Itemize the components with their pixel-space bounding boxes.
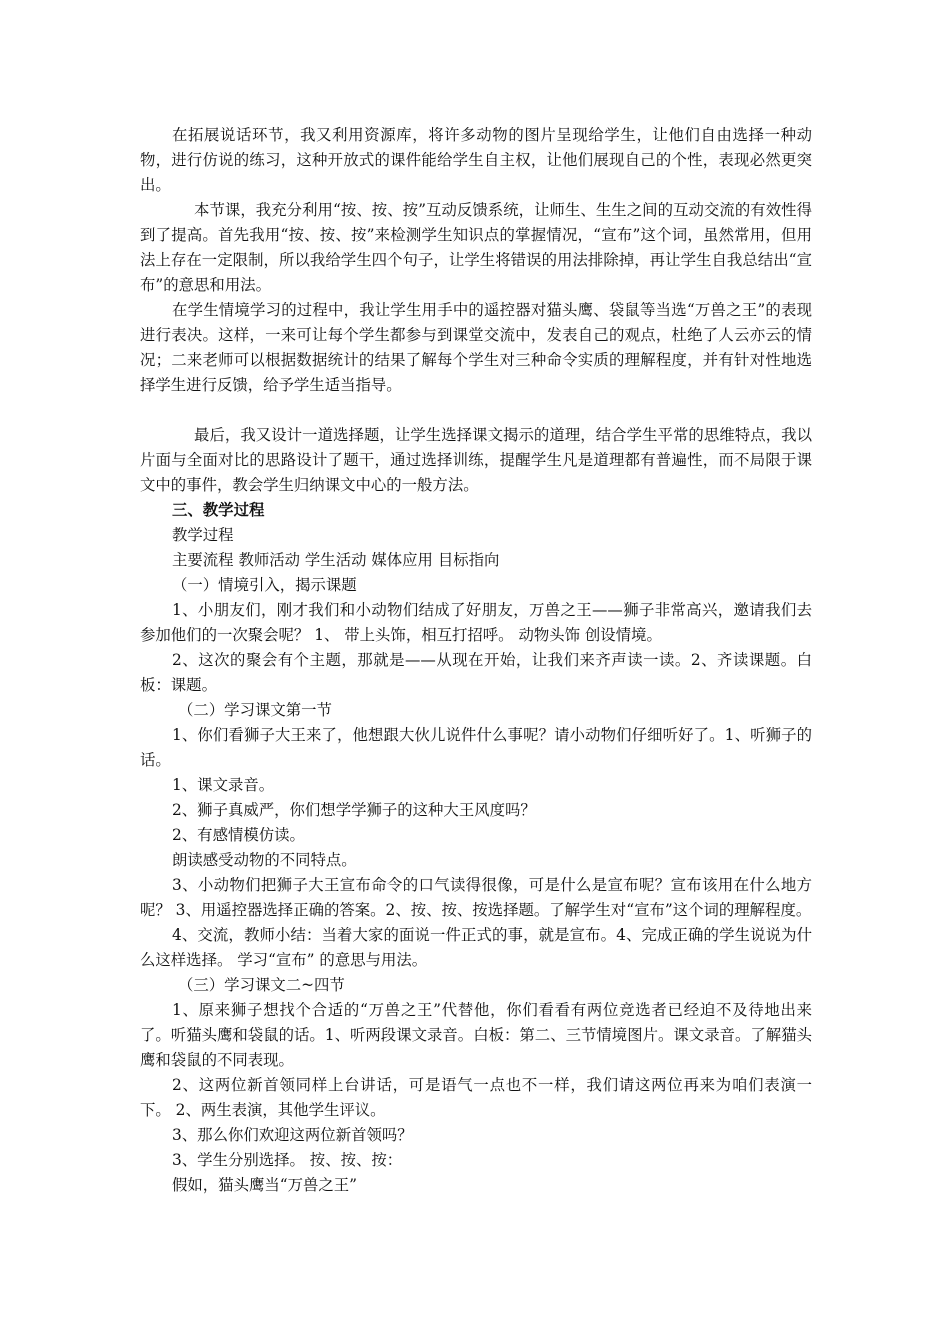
step-text: 3、小动物们把狮子大王宣布命令的口气读得很像，可是什么是宣布呢？宣布该用在什么地方呢？ 3、用遥控器选择正确的答案。2、按、按、按选择题。了解学生对“宣布”这个词的理解程度。 [140,876,812,919]
step-text: 3、学生分别选择。 按、按、按： [172,1151,403,1169]
paragraph-expansion-speaking: 在拓展说话环节，我又利用资源库，将许多动物的图片呈现给学生，让他们自由选择一种动物，进行仿说的练习，这种开放式的课件能给学生自主权，让他们展现自己的个性，表现必然更突出。 [140,126,812,194]
step-text: 2、狮子真威严，你们想学学狮子的这种大王风度吗？ [172,801,536,819]
step-text: 假如，猫头鹰当“万兽之王” [172,1176,358,1194]
step-text: 1、你们看狮子大王来了，他想跟大伙儿说件什么事呢？请小动物们仔细听好了。1、听狮子的话。 [140,726,812,769]
paragraph-interactive-feedback: 本节课，我充分利用“按、按、按”互动反馈系统，让师生、生生之间的互动交流的有效性得到了提高。首先我用“按、按、按”来检测学生知识点的掌握情况，“宣布”这个词，虽然常用，但用法上存在一定限制，所以我给学生四个句子，让学生将错误的用法排除掉，再让学生自我总结出“宣布”的意思和用法。 [140,201,812,294]
step-text: 2、这次的聚会有个主题，那就是——从现在开始，让我们来齐声读一读。2、齐读课题。白板：课题。 [140,651,812,694]
step-text: 2、这两位新首领同样上台讲话，可是语气一点也不一样，我们请这两位再来为咱们表演一下。 2、两生表演，其他学生评议。 [140,1076,812,1119]
step-text: 1、小朋友们，刚才我们和小动物们结成了好朋友，万兽之王——狮子非常高兴，邀请我们去参加他们的一次聚会呢？ 1、 带上头饰，相互打招呼。 动物头饰 创设情境。 [140,601,812,644]
subsection-heading-3: （三）学习课文二~四节 [178,976,345,994]
section-heading-teaching-process: 三、教学过程 [172,501,265,519]
step-text: 4、交流，教师小结：当着大家的面说一件正式的事，就是宣布。4、完成正确的学生说说为什么这样选择。 学习“宣布” 的意思与用法。 [140,926,812,969]
step-text: 朗读感受动物的不同特点。 [172,851,357,869]
table-title: 教学过程 [172,526,234,544]
paragraph-final-choice-question: 最后，我又设计一道选择题，让学生选择课文揭示的道理，结合学生平常的思维特点，我以片面与全面对比的思路设计了题干，通过选择训练，提醒学生凡是道理都有普遍性，而不局限于课文中的事件，教会学生归纳课文中心的一般方法。 [140,426,812,494]
step-text: 3、那么你们欢迎这两位新首领吗？ [172,1126,413,1144]
step-text: 1、课文录音。 [172,776,275,794]
subsection-heading-2: （二）学习课文第一节 [178,701,332,719]
table-header-row: 主要流程 教师活动 学生活动 媒体应用 目标指向 [172,551,500,569]
subsection-heading-1: （一）情境引入，揭示课题 [172,576,357,594]
step-text: 2、有感情模仿读。 [172,826,305,844]
paragraph-situational-learning: 在学生情境学习的过程中，我让学生用手中的遥控器对猫头鹰、袋鼠等当选“万兽之王”的表现进行表决。这样，一来可让每个学生都参与到课堂交流中，发表自己的观点，杜绝了人云亦云的情况；二来老师可以根据数据统计的结果了解每个学生对三种命令实质的理解程度，并有针对性地选择学生进行反馈，给予学生适当指导。 [140,301,812,394]
blank-line [140,398,812,423]
step-text: 1、原来狮子想找个合适的“万兽之王”代替他，你们看看有两位竞选者已经迫不及待地出来了。听猫头鹰和袋鼠的话。1、听两段课文录音。白板：第二、三节情境图片。课文录音。了解猫头鹰和袋鼠的不同表现。 [140,1001,812,1069]
document-page [140,123,812,1198]
